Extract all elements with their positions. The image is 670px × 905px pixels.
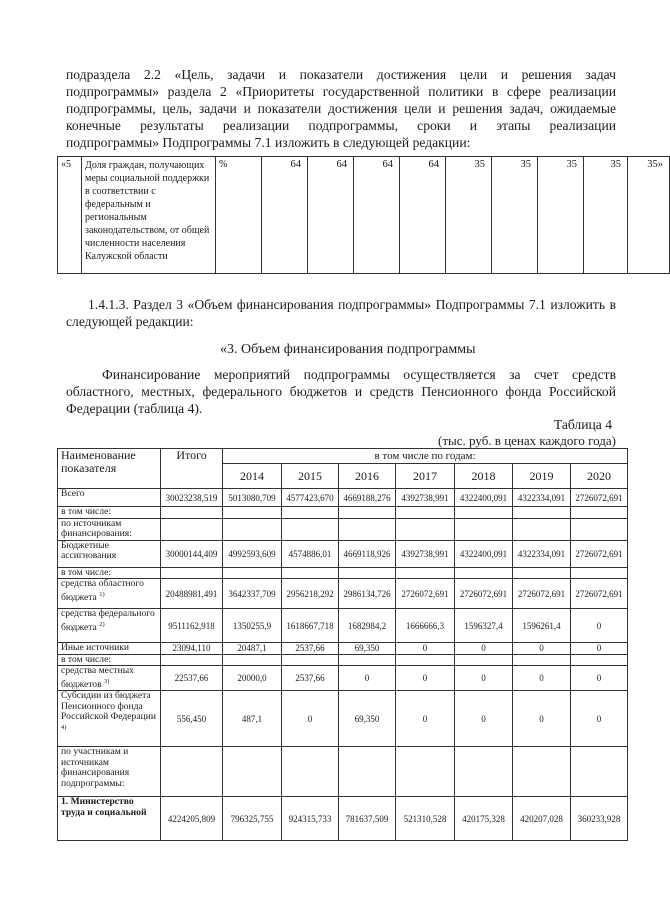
- value-cell: 0: [571, 691, 628, 747]
- value-cell: 23094,110: [161, 643, 223, 655]
- value-cell: [282, 507, 339, 519]
- value-cell: [571, 518, 628, 540]
- header-total: Итого: [161, 449, 223, 489]
- row-label: [58, 666, 161, 691]
- row-label: [58, 643, 161, 655]
- value-cell: 0: [513, 666, 571, 691]
- section-3-heading: «3. Объем финансирования подпрограммы: [220, 342, 476, 357]
- value-cell: 2956218,292: [282, 579, 339, 609]
- indicator-value: 35: [538, 157, 584, 274]
- table-row: [58, 654, 628, 666]
- value-cell: [282, 518, 339, 540]
- value-cell: 0: [571, 643, 628, 655]
- indicator-value: 64: [308, 157, 354, 274]
- value-cell: 2726072,691: [571, 540, 628, 567]
- intro-line: подраздела 2.2 «Цель, задачи и показатели достижения цели и решения задач: [66, 67, 616, 82]
- table-row: [58, 643, 628, 655]
- value-cell: 69,350: [339, 691, 396, 747]
- value-cell: [571, 567, 628, 579]
- indicator-value: 35: [492, 157, 538, 274]
- value-cell: [455, 507, 513, 519]
- value-cell: 4574886,01: [282, 540, 339, 567]
- year-header: 2016: [339, 464, 396, 489]
- row-label-text: в том числе:: [61, 506, 112, 517]
- value-cell: 4224205,809: [161, 797, 223, 841]
- value-cell: 0: [455, 666, 513, 691]
- value-cell: 0: [513, 643, 571, 655]
- row-label-text: в том числе:: [61, 566, 112, 578]
- row-label: [58, 797, 161, 841]
- value-cell: [396, 567, 455, 579]
- table-row: [58, 507, 628, 519]
- footnote-marker: 4): [61, 723, 67, 731]
- year-header: 2017: [396, 464, 455, 489]
- value-cell: 1596261,4: [513, 609, 571, 643]
- indicator-value: 64: [400, 157, 446, 274]
- indicator-description: Доля граждан, получающих меры социальной поддержки в соответствии с федеральным и региональным законодательством, от общей численности населения Калужской области: [82, 157, 216, 274]
- row-label-text: средства областного бюджета: [61, 578, 144, 603]
- value-cell: 781637,509: [339, 797, 396, 841]
- value-cell: 556,450: [161, 691, 223, 747]
- value-cell: 796325,755: [223, 797, 282, 841]
- value-cell: 1666666,3: [396, 609, 455, 643]
- value-cell: 360233,928: [571, 797, 628, 841]
- row-label: [58, 507, 161, 519]
- row-label-text: Бюджетные ассигнования: [61, 539, 117, 561]
- value-cell: 0: [455, 691, 513, 747]
- table-row: [58, 691, 628, 747]
- indicator-value: 35»: [628, 157, 670, 274]
- value-cell: [455, 518, 513, 540]
- value-cell: 1350255,9: [223, 609, 282, 643]
- value-cell: [396, 518, 455, 540]
- footnote-marker: 3): [104, 677, 110, 685]
- value-cell: 4322400,091: [455, 540, 513, 567]
- value-cell: 0: [513, 691, 571, 747]
- table-row: [58, 518, 628, 540]
- value-cell: [571, 507, 628, 519]
- row-label: [58, 518, 161, 540]
- value-cell: 0: [571, 666, 628, 691]
- value-cell: [513, 654, 571, 666]
- value-cell: [282, 654, 339, 666]
- value-cell: 4669188,276: [339, 489, 396, 507]
- value-cell: 0: [396, 666, 455, 691]
- intro-paragraph: [66, 66, 616, 151]
- indicator-row-table: [57, 156, 670, 274]
- value-cell: 2726072,691: [455, 579, 513, 609]
- table-caption: Таблица 4: [553, 417, 612, 432]
- value-cell: 4992593,609: [223, 540, 282, 567]
- value-cell: [455, 747, 513, 797]
- intro-line: конечные результаты реализации подпрограммы, сроки и этапы реализации: [66, 118, 616, 133]
- value-cell: [339, 518, 396, 540]
- value-cell: 22537,66: [161, 666, 223, 691]
- row-label-text: в том числе:: [61, 653, 112, 665]
- value-cell: 2726072,691: [571, 489, 628, 507]
- value-cell: 2726072,691: [396, 579, 455, 609]
- row-label-text: Всего: [61, 488, 85, 499]
- row-label-text: по источникам финансирования:: [61, 517, 132, 539]
- table-units: (тыс. руб. в ценах каждого года): [438, 433, 616, 448]
- table-row: [58, 489, 628, 507]
- row-label-text: Субсидии из бюджета Пенсионного фонда Российской Федерации: [61, 690, 156, 723]
- value-cell: 521310,528: [396, 797, 455, 841]
- row-label: [58, 579, 161, 609]
- header-by-years: в том числе по годам:: [223, 449, 628, 464]
- table-row: [58, 540, 628, 567]
- intro-line: подпрограммы» Подпрограммы 7.1 изложить в следующей редакции:: [66, 135, 471, 150]
- value-cell: 0: [396, 691, 455, 747]
- row-label-text: Иные источники: [61, 642, 130, 653]
- indicator-value: 64: [262, 157, 308, 274]
- value-cell: 4577423,670: [282, 489, 339, 507]
- indicator-row: [58, 157, 670, 274]
- value-cell: 30000144,409: [161, 540, 223, 567]
- value-cell: [339, 507, 396, 519]
- value-cell: 2986134,726: [339, 579, 396, 609]
- value-cell: [223, 507, 282, 519]
- value-cell: [161, 507, 223, 519]
- intro-line: подпрограммы» раздела 2 «Приоритеты государственной политики в сфере реализации: [66, 84, 616, 99]
- table-row: [58, 666, 628, 691]
- value-cell: [513, 507, 571, 519]
- value-cell: 0: [455, 643, 513, 655]
- table-row: [58, 579, 628, 609]
- value-cell: 2726072,691: [513, 579, 571, 609]
- row-label-text: по участникам и источникам финансирования подпрограммы:: [61, 746, 130, 789]
- row-label: [58, 567, 161, 579]
- year-header: 2018: [455, 464, 513, 489]
- value-cell: 0: [571, 609, 628, 643]
- value-cell: [223, 654, 282, 666]
- value-cell: [161, 518, 223, 540]
- value-cell: [223, 747, 282, 797]
- financing-paragraph: Финансирование мероприятий подпрограммы осуществляется за счет средств областного, местных, федерального бюджетов и средств Пенсионного фонда Российской Федерации (таблица 4).: [66, 367, 616, 416]
- value-cell: [282, 747, 339, 797]
- year-header: 2020: [571, 464, 628, 489]
- value-cell: [571, 747, 628, 797]
- value-cell: [161, 747, 223, 797]
- year-header: 2014: [223, 464, 282, 489]
- indicator-value: 35: [584, 157, 628, 274]
- value-cell: [513, 567, 571, 579]
- value-cell: 1596327,4: [455, 609, 513, 643]
- value-cell: 4392738,991: [396, 489, 455, 507]
- row-label: [58, 489, 161, 507]
- value-cell: 4322334,091: [513, 540, 571, 567]
- row-label: [58, 540, 161, 567]
- indicator-unit: %: [216, 157, 262, 274]
- row-label: [58, 747, 161, 797]
- value-cell: 20000,0: [223, 666, 282, 691]
- value-cell: 30023238,519: [161, 489, 223, 507]
- value-cell: 2537,66: [282, 643, 339, 655]
- table-row: [58, 747, 628, 797]
- value-cell: 4669118,926: [339, 540, 396, 567]
- value-cell: 4322400,091: [455, 489, 513, 507]
- indicator-value: 35: [446, 157, 492, 274]
- value-cell: [513, 518, 571, 540]
- header-name: Наименование показателя: [58, 449, 161, 489]
- value-cell: 924315,733: [282, 797, 339, 841]
- value-cell: 5013080,709: [223, 489, 282, 507]
- value-cell: 2726072,691: [571, 579, 628, 609]
- footnote-marker: 2): [99, 620, 105, 628]
- value-cell: [455, 567, 513, 579]
- row-label: [58, 609, 161, 643]
- value-cell: [223, 518, 282, 540]
- value-cell: [396, 507, 455, 519]
- table-row: [58, 609, 628, 643]
- value-cell: 4322334,091: [513, 489, 571, 507]
- year-header: 2019: [513, 464, 571, 489]
- value-cell: [396, 654, 455, 666]
- value-cell: 420207,028: [513, 797, 571, 841]
- row-label: [58, 691, 161, 747]
- value-cell: [571, 654, 628, 666]
- row-label-text: средства местных бюджетов: [61, 665, 134, 690]
- header-row: [58, 449, 628, 464]
- intro-line: подпрограммы, цель, задачи и показатели достижения цели и решения задач, ожидаемые: [66, 101, 616, 116]
- section-1-4-1-3-paragraph: 1.4.1.3. Раздел 3 «Объем финансирования подпрограммы» Подпрограммы 7.1 изложить в следующей редакции:: [66, 297, 616, 329]
- value-cell: [339, 747, 396, 797]
- value-cell: [513, 747, 571, 797]
- value-cell: 1682984,2: [339, 609, 396, 643]
- value-cell: 487,1: [223, 691, 282, 747]
- row-label: [58, 654, 161, 666]
- value-cell: 1618667,718: [282, 609, 339, 643]
- value-cell: 0: [339, 666, 396, 691]
- table-row: [58, 567, 628, 579]
- value-cell: 0: [396, 643, 455, 655]
- value-cell: 420175,328: [455, 797, 513, 841]
- financing-table: [57, 448, 628, 841]
- value-cell: 20487,1: [223, 643, 282, 655]
- value-cell: 69,350: [339, 643, 396, 655]
- value-cell: 4392738,991: [396, 540, 455, 567]
- value-cell: [455, 654, 513, 666]
- value-cell: [282, 567, 339, 579]
- row-label-text: 1. Министерство труда и социальной: [61, 796, 147, 818]
- value-cell: 9511162,918: [161, 609, 223, 643]
- indicator-number: «5: [58, 157, 82, 274]
- value-cell: [161, 654, 223, 666]
- value-cell: [223, 567, 282, 579]
- value-cell: 0: [282, 691, 339, 747]
- footnote-marker: 1): [99, 590, 105, 598]
- value-cell: 20488981,491: [161, 579, 223, 609]
- table-row: [58, 797, 628, 841]
- indicator-value: 64: [354, 157, 400, 274]
- value-cell: [396, 747, 455, 797]
- value-cell: 2537,66: [282, 666, 339, 691]
- value-cell: 3642337,709: [223, 579, 282, 609]
- value-cell: [339, 654, 396, 666]
- value-cell: [161, 567, 223, 579]
- row-label-text: средства федерального бюджета: [61, 608, 155, 633]
- value-cell: [339, 567, 396, 579]
- year-header: 2015: [282, 464, 339, 489]
